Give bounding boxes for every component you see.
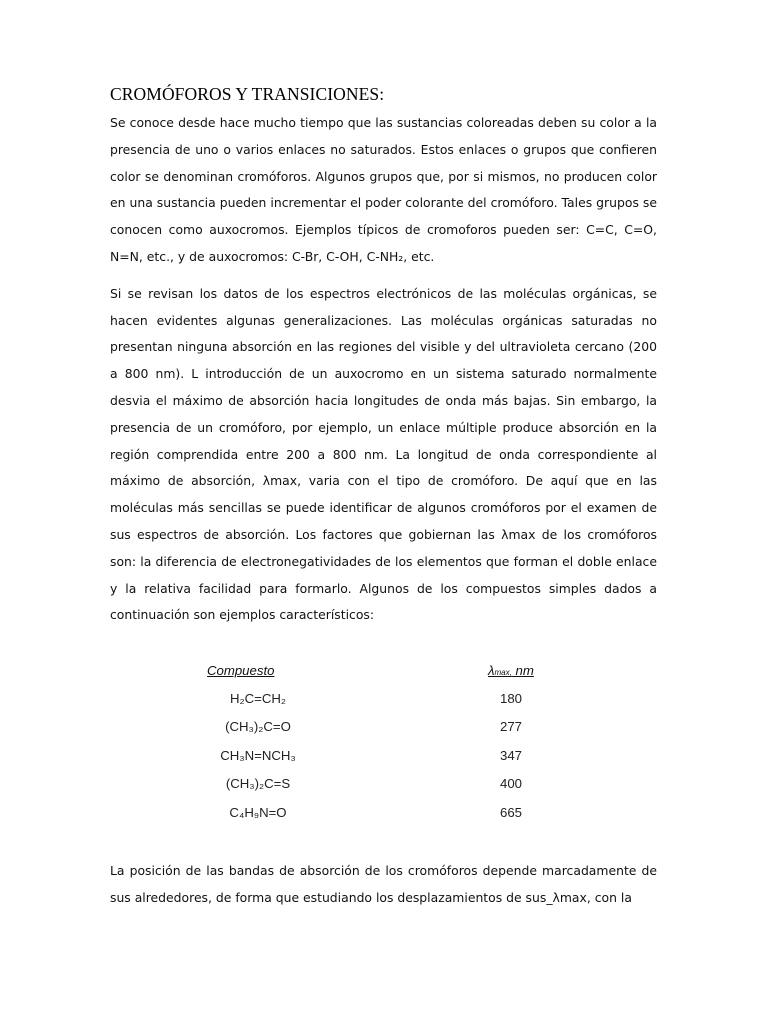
compound-cell: (CH₃)₂C=O [225, 719, 291, 735]
table-header-compound: Compuesto [207, 663, 275, 679]
table-row [110, 691, 658, 711]
paragraph-closing: La posición de las bandas de absorción de los cromóforos depende marcadamente de sus alrededores, de forma que estudiando los desplazamientos de sus_λmax, con la [110, 863, 657, 905]
table-header-lambda [488, 663, 534, 678]
document-title: CROMÓFOROS Y TRANSICIONES: [110, 84, 385, 104]
lambda-subscript: max, [494, 668, 512, 678]
lambda-symbol: λ [488, 663, 495, 679]
lambda-cell: 180 [499, 691, 522, 707]
lambda-cell: 400 [499, 776, 522, 792]
paragraph-spectra: Si se revisan los datos de los espectros electrónicos de las moléculas orgánicas, se hacen evidentes algunas generalizaciones. Las moléculas orgánicas saturadas no presentan ninguna absorción en las regiones del visible y del ultravioleta cercano (200 a 800 nm). L introducción de un auxocromo en un sistema saturado normalmente desvia el máximo de absorción hacia longitudes de onda más bajas. Sin embargo, la presencia de un cromóforo, por ejemplo, un enlace múltiple produce absorción en la región comprendida entre 200 a 800 nm. La longitud de onda correspondiente al máximo de absorción, λmax, varia con el tipo de cromóforo. De aquí que en las moléculas más sencillas se puede identificar de algunos cromóforos por el examen de sus espectros de absorción. Los factores que gobiernan las λmax de los cromóforos son: la diferencia de electronegatividades de los elementos que forman el doble enlace y la relativa facilidad para formarlo. Algunos de los compuestos simples dados a continuación son ejemplos característicos: [110, 285, 657, 623]
compound-cell: CH₃N=NCH₃ [220, 748, 296, 764]
compound-cell: H₂C=CH₂ [229, 691, 287, 707]
compound-cell: C₄H₉N=O [229, 805, 287, 821]
compound-cell: (CH₃)₂C=S [225, 776, 291, 792]
lambda-cell: 277 [499, 719, 522, 735]
lambda-cell: 665 [499, 805, 522, 821]
lambda-max-table [110, 663, 657, 833]
lambda-cell: 347 [499, 748, 522, 764]
table-row [110, 719, 658, 739]
table-row [110, 776, 658, 796]
lambda-unit: nm [511, 663, 534, 679]
table-row [110, 805, 658, 825]
table-row [110, 748, 658, 768]
paragraph-intro: Se conoce desde hace mucho tiempo que las sustancias coloreadas deben su color a la presencia de uno o varios enlaces no saturados. Estos enlaces o grupos que confieren color se denominan cromóforos. Algunos grupos que, por si mismos, no producen color en una sustancia pueden incrementar el poder colorante del cromóforo. Tales grupos se conocen como auxocromos. Ejemplos típicos de cromoforos pueden ser: C=C, C=O, N=N, etc., y de auxocromos: C-Br, C-OH, C-NH₂, etc. [110, 115, 657, 264]
